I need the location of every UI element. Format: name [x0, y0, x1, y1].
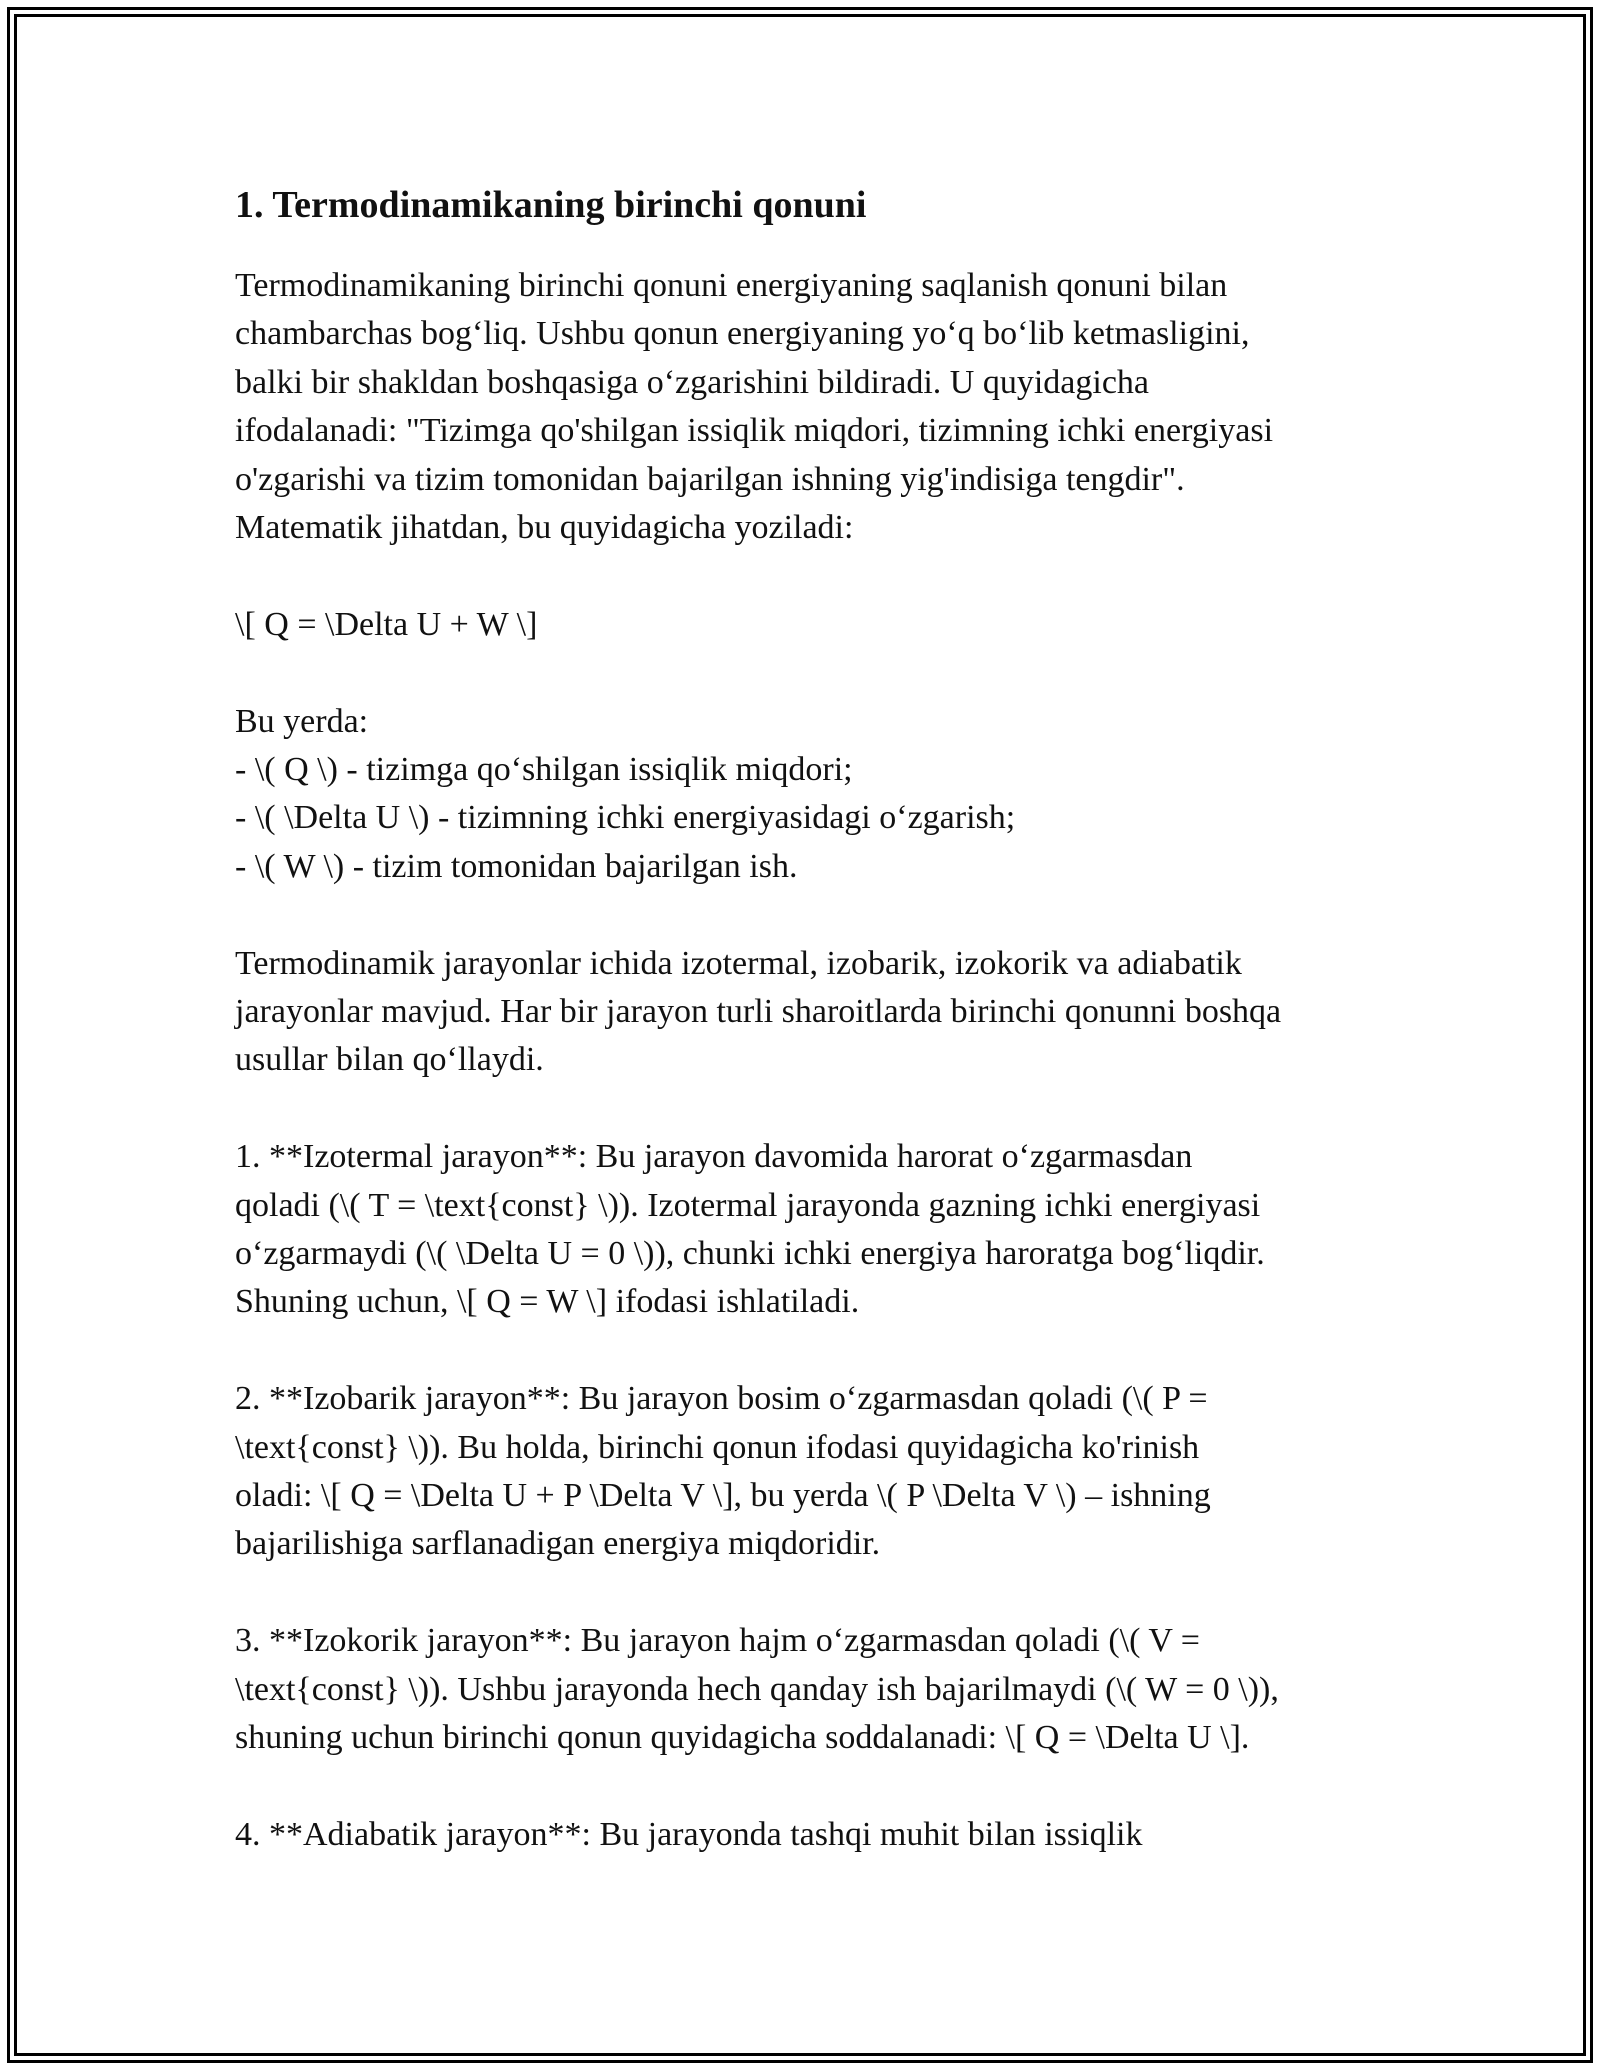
blank-line	[235, 649, 1375, 697]
list-item: - \( \Delta U \) - tizimning ichki energiyasidagi o‘zgarish;	[235, 799, 1016, 837]
list-item: - \( W \) - tizim tomonidan bajarilgan ish.	[235, 847, 798, 885]
text-line: balki bir shakldan boshqasiga o‘zgarishini bildiradi. U quyidagicha	[235, 363, 1150, 401]
text-line: Termodinamik jarayonlar ichida izotermal, izobarik, izokorik va adiabatik	[235, 944, 1242, 982]
text-line: oladi: \[ Q = \Delta U + P \Delta V \], bu yerda \( P \Delta V \) – ishning	[235, 1477, 1211, 1515]
text-line: ifodalanadi: "Tizimga qo'shilgan issiqlik miqdori, tizimning ichki energiyasi	[235, 412, 1274, 450]
text-line: 4. **Adiabatik jarayon**: Bu jarayonda tashqi muhit bilan issiqlik	[235, 1815, 1143, 1853]
text-line: usullar bilan qo‘llaydi.	[235, 1041, 544, 1079]
list-item: - \( Q \) - tizimga qo‘shilgan issiqlik miqdori;	[235, 751, 853, 789]
text-line: o'zgarishi va tizim tomonidan bajarilgan ishning yig'indisiga tengdir".	[235, 460, 1185, 498]
formula-line: \[ Q = \Delta U + W \]	[235, 605, 538, 643]
text-line: Shuning uchun, \[ Q = W \] ifodasi ishlatiladi.	[235, 1283, 860, 1321]
blank-line	[235, 891, 1375, 939]
body-text	[235, 262, 1375, 1859]
text-line: 1. **Izotermal jarayon**: Bu jarayon davomida harorat o‘zgarmasdan	[235, 1138, 1193, 1176]
blank-line	[235, 1327, 1375, 1375]
text-line: bajarilishiga sarflanadigan energiya miqdoridir.	[235, 1525, 881, 1563]
text-line: Matematik jihatdan, bu quyidagicha yoziladi:	[235, 509, 854, 547]
text-line: chambarchas bog‘liq. Ushbu qonun energiyaning yo‘q bo‘lib ketmasligini,	[235, 315, 1250, 353]
text-line: 2. **Izobarik jarayon**: Bu jarayon bosim o‘zgarmasdan qoladi (\( P =	[235, 1380, 1208, 1418]
text-line: qoladi (\( T = \text{const} \)). Izotermal jarayonda gazning ichki energiyasi	[235, 1186, 1261, 1224]
text-line: Termodinamikaning birinchi qonuni energiyaning saqlanish qonuni bilan	[235, 267, 1228, 304]
blank-line	[235, 1763, 1375, 1811]
blank-line	[235, 1085, 1375, 1133]
text-line: 3. **Izokorik jarayon**: Bu jarayon hajm o‘zgarmasdan qoladi (\( V =	[235, 1622, 1200, 1660]
text-line: shuning uchun birinchi qonun quyidagicha soddalanadi: \[ Q = \Delta U \].	[235, 1719, 1250, 1757]
text-line: jarayonlar mavjud. Har bir jarayon turli sharoitlarda birinchi qonunni boshqa	[235, 993, 1282, 1031]
section-heading: 1. Termodinamikaning birinchi qonuni	[235, 184, 867, 226]
text-line: Bu yerda:	[235, 702, 369, 740]
text-line: \text{const} \)). Bu holda, birinchi qonun ifodasi quyidagicha ko'rinish	[235, 1428, 1200, 1466]
blank-line	[235, 1569, 1375, 1617]
blank-line	[235, 552, 1375, 600]
text-line: o‘zgarmaydi (\( \Delta U = 0 \)), chunki ichki energiya haroratga bog‘liqdir.	[235, 1235, 1265, 1273]
document-body	[235, 178, 1375, 1859]
text-line: \text{const} \)). Ushbu jarayonda hech qanday ish bajarilmaydi (\( W = 0 \)),	[235, 1670, 1279, 1708]
